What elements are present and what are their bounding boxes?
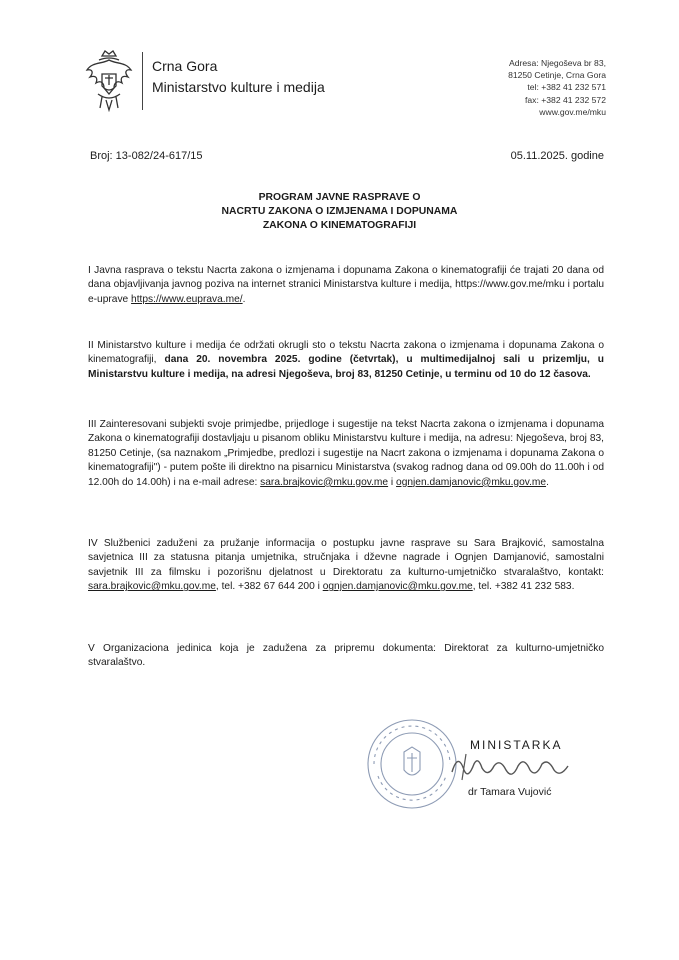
reference-number: Broj: 13-082/24-617/15 bbox=[90, 150, 203, 162]
section-5 bbox=[88, 642, 604, 671]
signatory-title: MINISTARKA bbox=[470, 738, 563, 752]
section-1-text: I Javna rasprava o tekstu Nacrta zakona o izmjenama i dopunama Zakona o kinematografiji će trajati 20 dana od dana objavljivanja javnog poziva na internet stranici Ministarstva kulture i medija, https://www.gov.me/mku i portalu e-uprave bbox=[88, 265, 604, 305]
email-sara-contact[interactable]: sara.brajkovic@mku.gov.me bbox=[88, 581, 216, 593]
phone: tel: +382 41 232 571 bbox=[527, 82, 606, 93]
section-1-end: . bbox=[242, 293, 246, 305]
euprava-link[interactable]: https://www.euprava.me/ bbox=[131, 293, 243, 305]
coat-of-arms-icon bbox=[84, 50, 134, 112]
signatory-name: dr Tamara Vujović bbox=[468, 786, 552, 798]
handwritten-signature bbox=[448, 750, 578, 790]
title-line-1: PROGRAM JAVNE RASPRAVE O bbox=[258, 192, 421, 203]
section-4 bbox=[88, 537, 604, 595]
section-3-text: III Zainteresovani subjekti svoje primjedbe, prijedloge i sugestije na tekst Nacrta zakona o izmjenama i dopunama Zakona o kinematografiji dostavljaju u pisanom obliku Ministarstvu kulture i medija, na adresu: Njegoševa, broj 83, 81250 Cetinje, (sa naznakom „Primjedbe, predlozi i sugestije na Nacrt zakona o izmjenama i dopunama Zakona o kinematografiji") - putem pošte ili direktno na pisarnicu Ministarstva (svakog radnog dana od 09.00h do 11.00h i od 12.00h do 14.00h) i na e-mail adrese: bbox=[88, 419, 604, 488]
country-name: Crna Gora bbox=[152, 58, 218, 74]
email-sara[interactable]: sara.brajkovic@mku.gov.me bbox=[260, 476, 389, 488]
section-2-text: II Ministarstvo kulture i medija će održati okrugli sto o tekstu Nacrta zakona o izmjenama i dopunama Zakona o kinematografiji, bbox=[88, 340, 604, 366]
section-4-text: IV Službenici zaduženi za pružanje informacija o postupku javne rasprave su Sara Brajković, samostalna savjetnica III za statusna pitanja umjetnika, stručnjaka i dževne nagrade i Ognjen Damjanović, samostalni savjetnik III za filmsku i pozorišnu djelatnost u Direktoratu za kulturno-umjetničko stvaralaštvo, kontakt: bbox=[88, 538, 604, 578]
ministry-name: Ministarstvo kulture i medija bbox=[152, 79, 325, 95]
section-3-end: . bbox=[546, 476, 549, 488]
section-3-mid: i bbox=[388, 476, 397, 488]
website: www.gov.me/mku bbox=[539, 106, 606, 117]
section-2-bold: dana 20. novembra 2025. godine (četvrtak), u multimedijalnoj sali u prizemlju, u Ministarstvu kulture i medija, na adresi Njegoševa, broj 83, 81250 Cetinje, u terminu od 10 do 12 časova. bbox=[88, 354, 605, 380]
section-4-end: , tel. +382 41 232 583. bbox=[472, 581, 575, 593]
email-ognjen-contact[interactable]: ognjen.damjanovic@mku.gov.me bbox=[322, 581, 473, 593]
email-ognjen[interactable]: ognjen.damjanovic@mku.gov.me bbox=[396, 476, 547, 488]
document-title bbox=[0, 191, 679, 233]
section-5-text: V Organizaciona jedinica koja je zadužena za pripremu dokumenta: Direktorat za kulturno-umjetničko stvaralaštvo. bbox=[88, 643, 604, 669]
section-3 bbox=[88, 418, 604, 490]
ministry-seal-icon bbox=[366, 718, 458, 810]
section-4-mid: , tel. +382 67 644 200 i bbox=[215, 581, 323, 593]
section-2 bbox=[88, 339, 604, 382]
section-1 bbox=[88, 264, 604, 307]
address-line-2: 81250 Cetinje, Crna Gora bbox=[508, 70, 606, 81]
fax: fax: +382 41 232 572 bbox=[525, 94, 606, 105]
address-line-1: Adresa: Njegoševa br 83, bbox=[509, 58, 606, 68]
header-divider bbox=[142, 52, 143, 110]
document-date: 05.11.2025. godine bbox=[510, 150, 604, 162]
contact-block bbox=[508, 57, 606, 118]
title-line-2: NACRTU ZAKONA O IZMJENAMA I DOPUNAMA bbox=[221, 206, 458, 217]
title-line-3: ZAKONA O KINEMATOGRAFIJI bbox=[262, 220, 417, 231]
